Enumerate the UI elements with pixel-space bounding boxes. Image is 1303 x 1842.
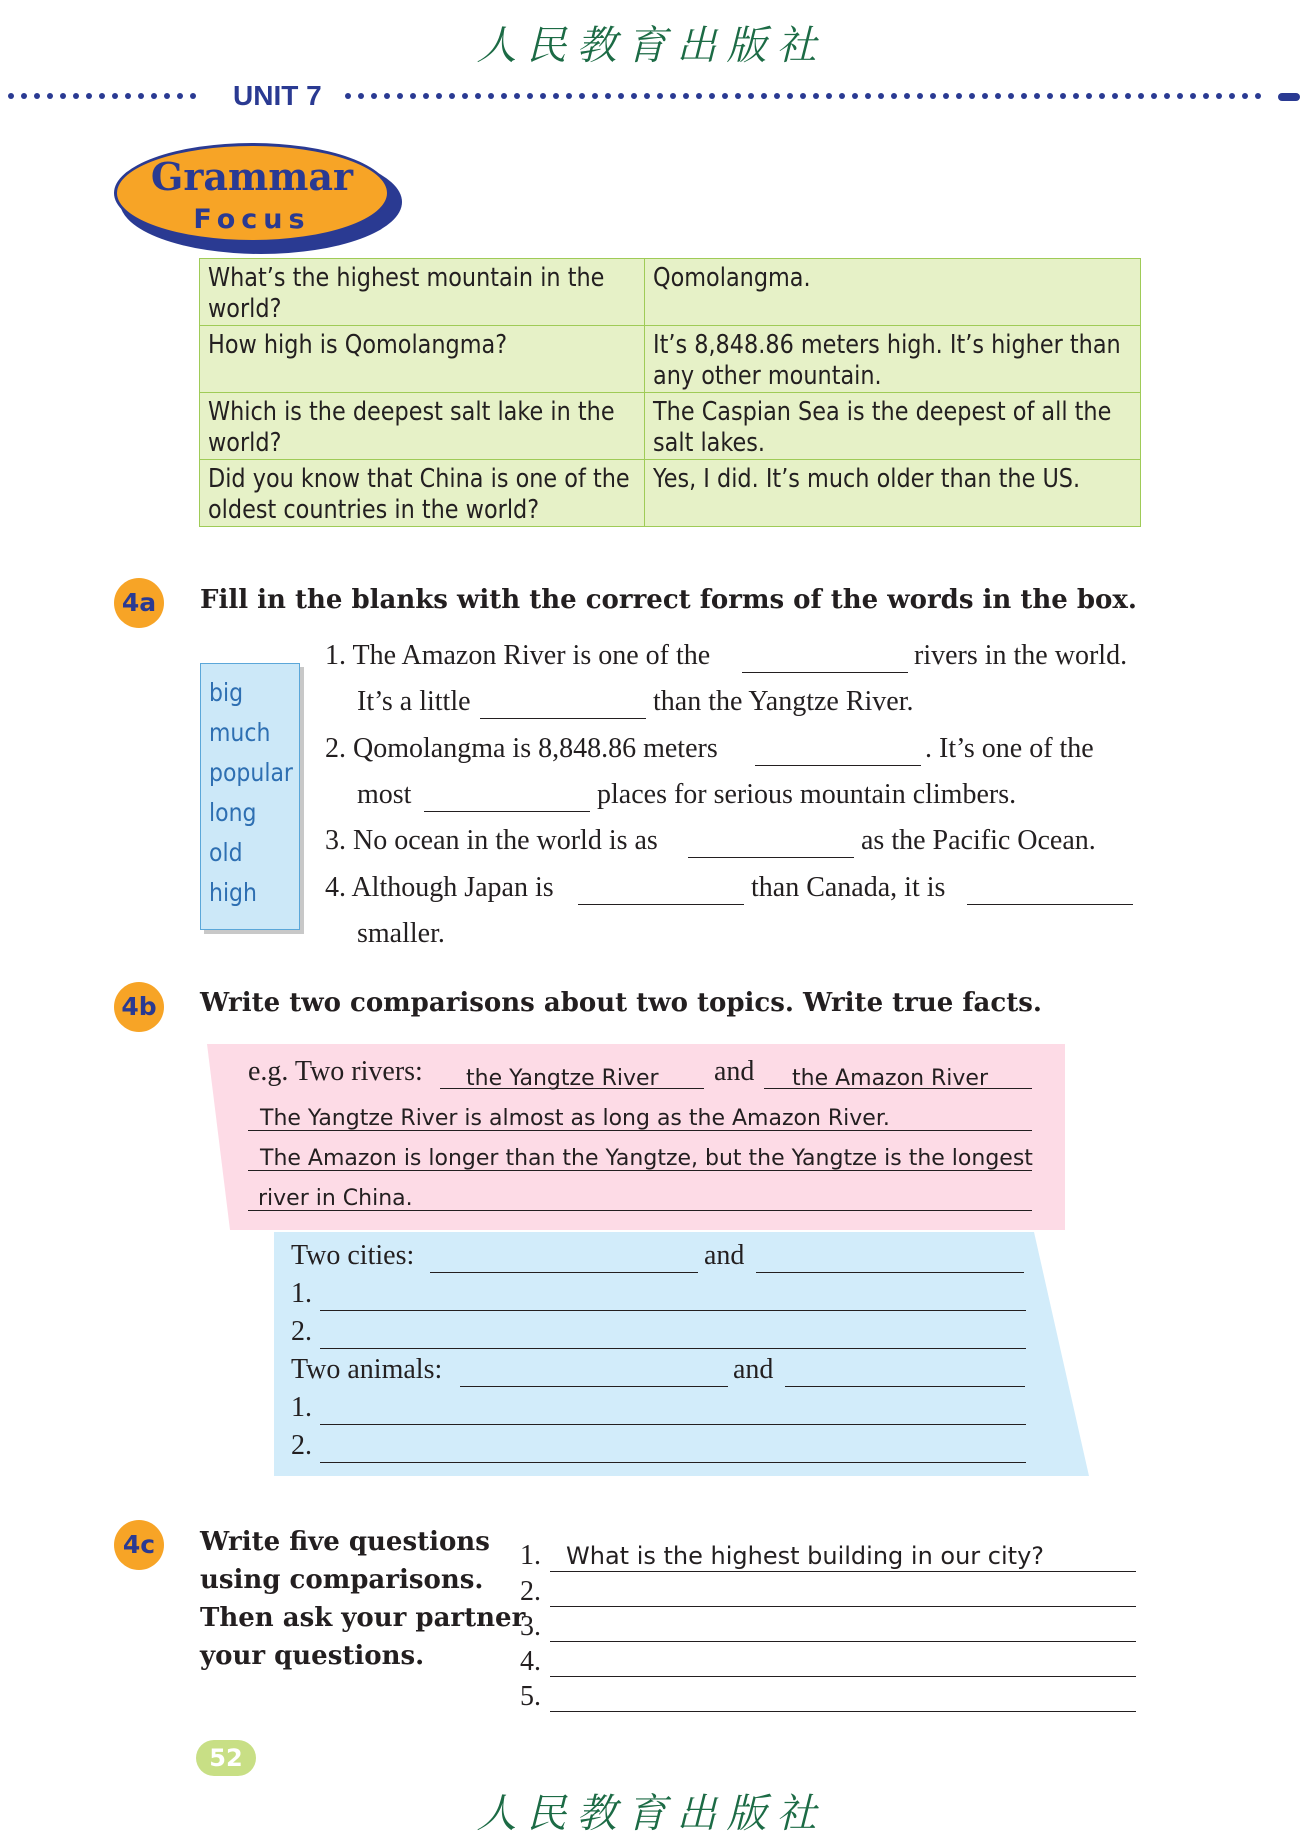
question-4-blank[interactable]: [550, 1676, 1136, 1677]
table-cell: What’s the highest mountain in the world?: [200, 259, 645, 326]
city-comparison-1-blank[interactable]: [320, 1310, 1026, 1311]
grammar-badge-title: Grammar: [150, 154, 354, 199]
animal-1-blank[interactable]: [460, 1386, 728, 1387]
question-number: 4.: [520, 1646, 541, 1677]
animal-2-blank[interactable]: [785, 1386, 1025, 1387]
exercise-text: places for serious mountain climbers.: [597, 779, 1017, 810]
exercise-text: rivers in the world.: [914, 640, 1128, 671]
animal-comparison-2-blank[interactable]: [320, 1462, 1026, 1463]
table-cell: Which is the deepest salt lake in the world?: [200, 393, 645, 460]
word-box-item: long: [209, 798, 257, 827]
grammar-badge-subtitle: Focus: [193, 204, 311, 235]
instruction-4a: Fill in the blanks with the correct forms of the words in the box.: [200, 585, 1137, 615]
activity-badge-4b: 4b: [114, 982, 164, 1032]
exercise-text: than Canada, it is: [751, 872, 946, 903]
question-number: 5.: [520, 1681, 541, 1712]
table-cell: The Caspian Sea is the deepest of all the salt lakes.: [645, 393, 1141, 460]
exercise-text: 3. No ocean in the world is as: [325, 825, 658, 856]
unit-label: UNIT 7: [233, 80, 322, 111]
cities-and: and: [704, 1240, 745, 1271]
animals-number-2: 2.: [291, 1430, 312, 1461]
table-cell: How high is Qomolangma?: [200, 326, 645, 393]
example-rule: [248, 1130, 1032, 1131]
cities-number-1: 1.: [291, 1278, 312, 1309]
example-sentence-1: The Yangtze River is almost as long as the Amazon River.: [260, 1106, 890, 1131]
word-box-item: popular: [209, 758, 293, 787]
exercise-text: . It’s one of the: [925, 733, 1094, 764]
question-5-blank[interactable]: [550, 1711, 1136, 1712]
instruction-4c-line-3: Then ask your partner: [200, 1603, 526, 1633]
example-blank: [440, 1088, 704, 1089]
page-number: 52: [196, 1740, 256, 1776]
animals-number-1: 1.: [291, 1392, 312, 1423]
example-prefix: e.g. Two rivers:: [248, 1056, 423, 1087]
city-1-blank[interactable]: [430, 1272, 698, 1273]
instruction-4b: Write two comparisons about two topics. Write true facts.: [200, 988, 1042, 1018]
animals-and: and: [733, 1354, 774, 1385]
animal-comparison-1-blank[interactable]: [320, 1424, 1026, 1425]
activity-badge-4c: 4c: [114, 1520, 164, 1570]
example-sentence-2: The Amazon is longer than the Yangtze, but the Yangtze is the longest: [260, 1146, 1033, 1171]
city-2-blank[interactable]: [756, 1272, 1024, 1273]
exercise-text: than the Yangtze River.: [653, 686, 914, 717]
table-cell: Yes, I did. It’s much older than the US.: [645, 460, 1141, 527]
instruction-4c-line-4: your questions.: [200, 1641, 425, 1671]
exercise-text: 1. The Amazon River is one of the: [325, 640, 711, 671]
question-3-blank[interactable]: [550, 1641, 1136, 1642]
word-box-item: much: [209, 718, 271, 747]
example-rule: [248, 1170, 1032, 1171]
animals-label: Two animals:: [291, 1354, 443, 1385]
question-number: 1.: [520, 1540, 541, 1571]
example-sentence-2-end: river in China.: [258, 1186, 413, 1211]
question-1-blank[interactable]: [550, 1571, 1136, 1572]
example-rule: [248, 1210, 1032, 1211]
activity-badge-4a: 4a: [114, 578, 164, 628]
exercise-text: 2. Qomolangma is 8,848.86 meters: [325, 733, 718, 764]
table-cell: It’s 8,848.86 meters high. It’s higher than any other mountain.: [645, 326, 1141, 393]
word-box-item: old: [209, 838, 243, 867]
table-cell: Did you know that China is one of the oldest countries in the world?: [200, 460, 645, 527]
exercise-text: It’s a little: [357, 686, 471, 717]
question-2-blank[interactable]: [550, 1606, 1136, 1607]
exercise-text: 4. Although Japan is: [325, 872, 554, 903]
exercise-text: most: [357, 779, 412, 810]
example-topic-2: the Amazon River: [792, 1066, 989, 1091]
cities-label: Two cities:: [291, 1240, 415, 1271]
question-number: 3.: [520, 1611, 541, 1642]
exercise-text: smaller.: [357, 918, 445, 949]
question-1-answer: What is the highest building in our city?: [566, 1542, 1045, 1570]
city-comparison-2-blank[interactable]: [320, 1348, 1026, 1349]
word-box-item: big: [209, 678, 244, 707]
exercise-text: as the Pacific Ocean.: [861, 825, 1096, 856]
example-and: and: [714, 1056, 755, 1087]
table-cell: Qomolangma.: [645, 259, 1141, 326]
question-number: 2.: [520, 1576, 541, 1607]
cities-number-2: 2.: [291, 1316, 312, 1347]
word-box-item: high: [209, 878, 257, 907]
publisher-logo-bottom: 人民教育出版社: [476, 1791, 827, 1837]
example-blank: [764, 1088, 1032, 1089]
instruction-4c-line-2: using comparisons.: [200, 1565, 484, 1595]
instruction-4c-line-1: Write five questions: [200, 1527, 490, 1557]
example-topic-1: the Yangtze River: [466, 1066, 659, 1091]
publisher-logo-top: 人民教育出版社: [476, 23, 827, 69]
